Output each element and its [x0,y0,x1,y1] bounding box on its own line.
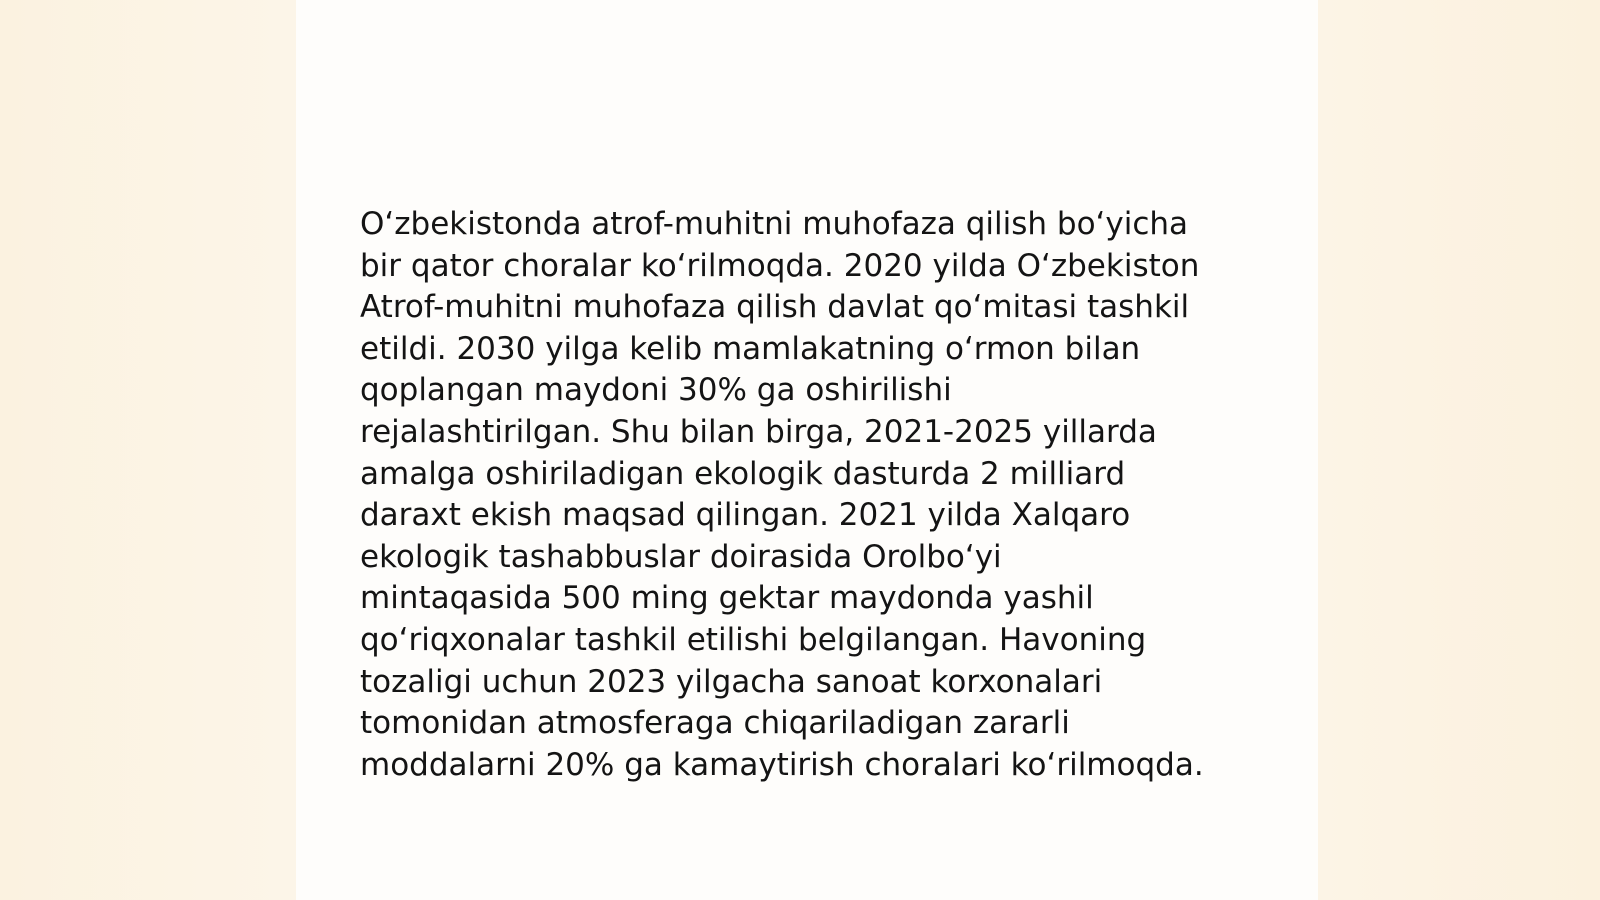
slide [296,0,1318,900]
text-line: daraxt ekish maqsad qilingan. 2021 yilda Xalqaro [360,497,1131,534]
text-line: tomonidan atmosferaga chiqariladigan zararli [360,705,1070,742]
text-line: qoplangan maydoni 30% ga oshirilishi [360,372,952,409]
text-line: rejalashtirilgan. Shu bilan birga, 2021-2025 yillarda [360,413,1157,450]
text-line: moddalarni 20% ga kamaytirish choralari ko‘rilmoqda. [360,746,1204,783]
text-line: Atrof-muhitni muhofaza qilish davlat qo‘mitasi tashkil [360,289,1190,326]
text-line: bir qator choralar ko‘rilmoqda. 2020 yilda O‘zbekiston [360,247,1200,284]
text-line: qo‘riqxonalar tashkil etilishi belgilangan. Havoning [360,621,1147,658]
text-line: mintaqasida 500 ming gektar maydonda yashil [360,580,1094,617]
text-line: ekologik tashabbuslar doirasida Orolbo‘yi [360,538,1002,575]
slide-body-text [360,204,1260,786]
text-line: etildi. 2030 yilga kelib mamlakatning o‘rmon bilan [360,330,1141,367]
text-line: tozaligi uchun 2023 yilgacha sanoat korxonalari [360,663,1103,700]
text-line: O‘zbekistonda atrof-muhitni muhofaza qilish bo‘yicha [360,206,1189,242]
text-line: amalga oshiriladigan ekologik dasturda 2 milliard [360,455,1126,492]
